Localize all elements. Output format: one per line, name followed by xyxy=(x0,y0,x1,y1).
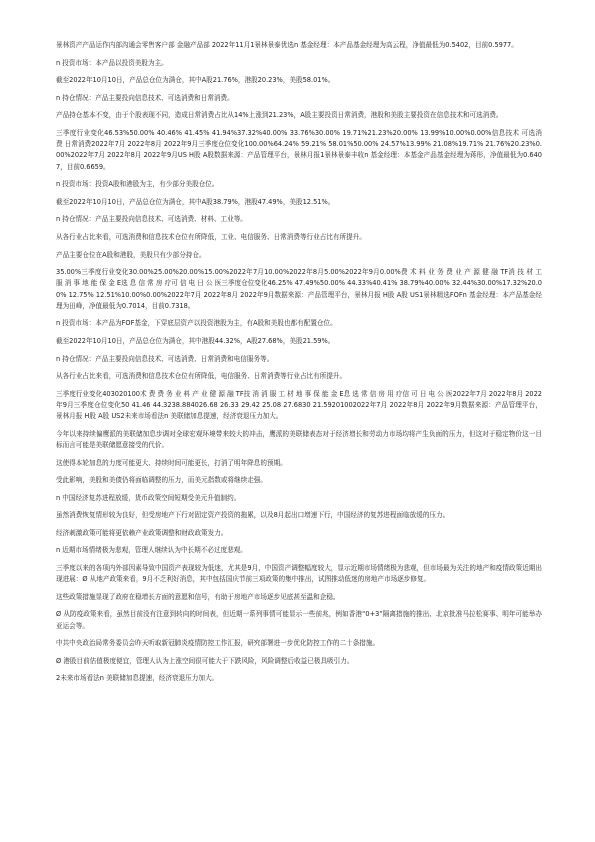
paragraph-chart-text-2: 35.00%三季度行业变化30.00%25.00%20.00%15.00%2022年7月10.00%2022年8月5.00%2022年9月0.00%费 术 料 业 务 费 业 产 源 健 融 TF消 技 材 工 服 消 事 地 能 保 金 E选 息 信 常 房 疗可 信 电 日 公 医三季度仓位变化46.25% 47.49%50.00% 44.33%40.41% 38.79%40.00% 32.44%30.00%17.32%20.00% 12.75% 12.51%10.00%0.00%2022年7月 2022年8月 2022年9月数据来源：产品管理平台，景林月报 H股 A股 US1景林精选FOFn 基金经理：本产品基金经理为田峰，净值最低为0.7014，目前0.7318。 xyxy=(56,268,542,310)
paragraph-position: 截至2022年10月10日，产品总仓位为满仓，其中A股21.76%，港股20.23%，美股58.01%。 xyxy=(56,76,335,85)
paragraph-china-recovery: n 中国经济复苏进程放缓，货币政策空间短期受美元升值制约。 xyxy=(56,493,241,502)
paragraph-industry-change: 从各行业占比来看，可选消费和信息技术仓位有所降低，电信服务、日常消费等行业占比有所提升。 xyxy=(56,372,347,381)
paragraph-investment-market: n 投资市场：本产品以投资美股为主。 xyxy=(56,58,168,67)
paragraph-policy-signal: 这些政策措施显现了政府在稳增长方面的意愿和信号，有助于房地产市场逐步见底甚至温和企稳。 xyxy=(56,592,340,601)
paragraph-holdings: n 持仓情况：产品主要投向信息技术、可选消费和日常消费。 xyxy=(56,93,234,102)
paragraph-investment-market: n 投资市场：投资A股和港股为主，有少部分美股仓位。 xyxy=(56,180,219,189)
paragraph-policy: 经济刺激政策可能将更依赖产业政策调整和财政政策发力。 xyxy=(56,528,228,537)
paragraph-politburo: 中共中央政治局常务委员会昨天听取新冠肺炎疫情防控工作汇报，研究部署进一步优化防控工作的二十条措施。 xyxy=(56,639,380,648)
paragraph-hk-valuation: Ø 港股目前估值极度便宜，管理人认为上涨空间很可能大于下跌风险，风险调整后收益已极具吸引力。 xyxy=(56,656,354,665)
paragraph-position: 截至2022年10月10日，产品总仓位为满仓，其中A股38.79%，港股47.49%，美股12.51%。 xyxy=(56,197,335,206)
paragraph-holdings-detail: 产品持仓基本不变，由于个股表现不同，造成日常消费占比从14%上涨到21.23%，A股主要投资日常消费，港股和美股主要投资在信息技术和可选消费。 xyxy=(56,111,503,120)
paragraph-holdings: n 持仓情况：产品主要投向信息技术、可选消费、材料、工业等。 xyxy=(56,215,247,224)
paragraph-epidemic-policy: Ø 从防疫政策来看，虽然目前没有注意到转向的时间表，但近期一系列事情可能显示一些前兆，例如香港“0+3”隔离措施的推出、北京批准马拉松赛事、明年可能举办亚运会等。 xyxy=(56,610,542,630)
paragraph-q3-review: 三季度以来的各项内外部因素导致中国资产表现较为低迷，尤其是9月，中国资产调整幅度较大，显示近期市场情绪极为悲观，但市场最为关注的地产和疫情政策近期出现进展：Ø 从地产政策来看，9月不乏利好消息，其中包括国庆节前三项政策的集中推出，试图推动低迷的房地产市场逐步修复。 xyxy=(56,564,542,584)
paragraph-holdings: n 持仓情况：产品主要投向信息技术、可选消费、日常消费和电信服务等。 xyxy=(56,354,274,363)
paragraph-chart-text-3: 三季度行业变化403020100术 费 费 务 业 料 产 业 健 源 融 TF技 消 消 服 工 材 地 事 保 能 金 E息 选 常 信 房 用 疗信 可 日 电 公 医2022年7月 2022年8月 2022年9月三季度仓位变化50 41.46 44.3238.884026.68 26.33 29.42 25.08 27.6830 21.59201002022年7月 2022年8月 2022年9月数据来源：产品管理平台，景林月报 H股 A股 US2未来市场看法n 美联储加息提速，经济衰退压力加大。 xyxy=(56,389,542,421)
paragraph-industry-change: 从各行业占比来看，可选消费和信息技术仓位有所降低，工业、电信服务、日常消费等行业占比有所提升。 xyxy=(56,232,366,241)
paragraph-china-detail: 虽然消费恢复情形较为良好，但受房地产下行对固定资产投资的拖累，以及8月起出口增速下行，中国经济的复苏进程面临放缓的压力。 xyxy=(56,511,450,520)
paragraph-rate-expectation: 这使得本轮加息的力度可能更大、持续时间可能更长，打消了明年降息的预期。 xyxy=(56,458,287,467)
paragraph-fed-hawkish: 今年以来持续偏鹰派的美联储加息步调对全球宏观环境带来较大的冲击，鹰派的美联储表态对于经济增长和劳动力市场均将产生负面的压力，但这对于稳定物价这一目标而言可能是美联储愿意接受的代价。 xyxy=(56,429,542,449)
paragraph-fund-jingtai-youxuan: 景林资产产品运作内部沟通会零售客户部 金融产品部 2022年11月1景林景泰优选n 基金经理：本产品基金经理为高云程，净值最低为0.5402，目前0.5977。 xyxy=(56,41,518,49)
paragraph-sentiment: n 近期市场情绪极为悲观，管理人继续认为中长期不必过度悲观。 xyxy=(56,546,247,555)
paragraph-main-position: 产品主要仓位在A股和港股，美股只有少部分持仓。 xyxy=(56,250,206,259)
paragraph-chart-text-1: 三季度行业变化46.53%50.00% 40.46% 41.45% 41.94%37.32%40.00% 33.76%30.00% 19.71%21.23%20.00% 13.99%10.00%0.00%信息技术 可选消费 日常消费2022年7月 2022年8月 2022年9月三季度仓位变化100.00%64.24% 59.21% 58.01%50.00% 24.57%13.99% 21.08%19.71% 21.76%20.23%0.00%2022年7月 2022年8月 2022年9月US H股 A股数据来源：产品管理平台，景林月报1景林景泰丰收n 基金经理：本基金产品基金经理为蒋彤，净值最低为0.6407，目前0.6659。 xyxy=(56,128,542,171)
paragraph-investment-market: n 投资市场：本产品为FOF基金，下穿底层资产以投资港股为主，有A股和美股也都有配置仓位。 xyxy=(56,319,337,328)
document-page xyxy=(56,40,542,691)
paragraph-us-market: 受此影响，美股和美债仍将面临调整的压力，而美元指数或将继续走强。 xyxy=(56,476,267,485)
paragraph-position: 截至2022年10月10日，产品总仓位为满仓，其中港股44.32%，A股27.68%，美股21.59%。 xyxy=(56,336,335,345)
paragraph-outlook: 2未来市场看法n 美联储加息提速，经济衰退压力加大。 xyxy=(56,674,219,683)
